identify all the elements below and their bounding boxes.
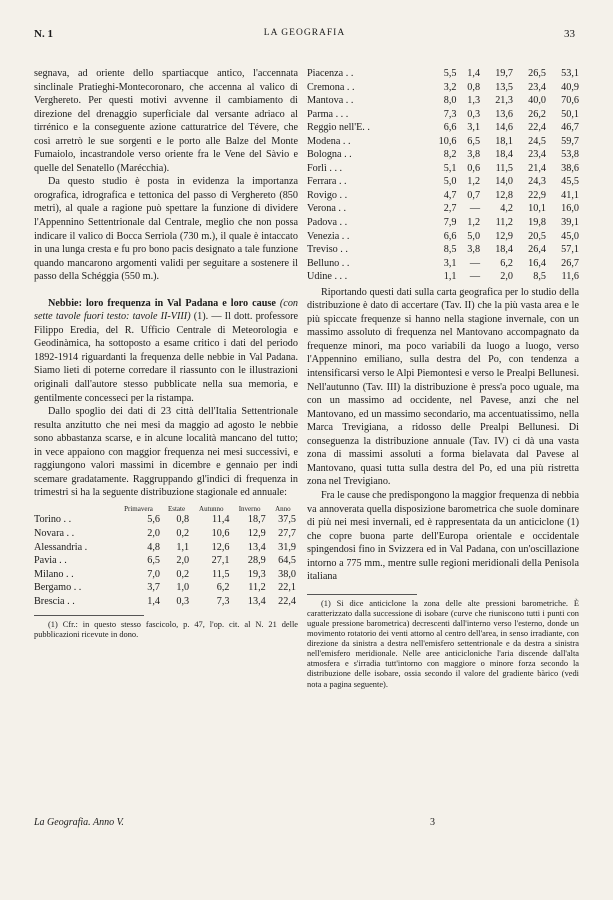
city-name: Padova . .: [307, 217, 348, 229]
frequency-value: 3,1: [443, 257, 457, 269]
frequency-value: 3,8: [467, 149, 481, 161]
frequency-value: 38,6: [561, 162, 579, 174]
table-row: [307, 94, 579, 108]
frequency-value: 24,5: [528, 135, 546, 147]
frequency-value: 14,6: [495, 122, 514, 134]
frequency-value: 7,3: [443, 108, 457, 120]
frequency-value: 22,9: [528, 189, 546, 201]
frequency-value: 11,2: [248, 582, 266, 594]
frequency-value: 13,4: [247, 541, 266, 553]
frequency-value: 13,6: [495, 108, 514, 120]
city-name: Udine . . .: [307, 271, 348, 283]
frequency-value: 8,2: [443, 149, 457, 161]
table-row: [34, 581, 298, 595]
frequency-value: —: [469, 257, 481, 269]
frequency-value: 70,6: [561, 95, 579, 107]
frequency-value: 8,0: [443, 95, 457, 107]
frequency-value: 27,7: [278, 528, 296, 539]
frequency-value: 6,5: [467, 135, 481, 147]
paragraph-distribuzione: Riportando questi dati sulla carta geografica per lo studio della distribuzione è dato di accertare (Tav. II) che la più vasta area e le più spiccate frequenze si hanno nella stagione invernale, con un massimo assoluto di frequenza nel Mantovano accompagnato da frequenze minori, ma poco variabili da luogo a luogo, verso l'Appennino emiliano, sulla destra del Po, con tendenza a intensificarsi verso le Alpi Piemontesi e verso le Prealpi Bellunesi. Nell'autunno (Tav. III) la distribuzione è press'a poco uguale, ma con un massimo ad occidente, nel Pavese, anzi che nel Mantovano, ed un massimo secondario, ma accentuatissimo, nella Marca Trevigiana, a ridosso delle Prealpi Bellunesi. Di conseguenza la distribuzione annuale (Tav. IV) ci dà una vasta zona di massimi assoluti a forma bielavata dal Pavese al Mantovano, quasi tutta sulla destra del Po, ed una più ristretta zona nel Trevigiano.: [307, 286, 579, 488]
frequency-value: 8,5: [443, 244, 457, 256]
table-row: [34, 527, 298, 541]
city-name: Torino . .: [34, 514, 72, 526]
city-name: Rovigo . .: [307, 189, 348, 201]
frequency-value: 0,3: [176, 595, 190, 607]
table-row: [307, 230, 579, 244]
frequency-value: 1,0: [176, 582, 190, 594]
table-row: [307, 216, 579, 230]
city-name: Pavia . .: [34, 555, 67, 567]
frequency-value: 6,6: [443, 230, 457, 242]
frequency-value: 21,4: [528, 162, 546, 174]
table-row: [307, 257, 579, 271]
table-row: [34, 554, 298, 568]
frequency-value: 14,0: [495, 176, 514, 188]
frequency-value: 0,6: [467, 162, 481, 174]
frequency-value: 5,5: [443, 68, 457, 79]
city-name: Treviso . .: [307, 244, 348, 256]
paragraph-cause: Fra le cause che predispongono la maggior frequenza di nebbia va annoverata quella disposizione barometrica che suole dominare di più nei mesi invernali, ed è rappresentata da un anticiclone (1) che copre buona parte dell'Europa orientale e occidentale spingendosi fino in Svizzera ed in Val Padana, con un'oscillazione intorno a 775 mm., mentre sulle regioni meridionali della Penisola italiana: [307, 489, 579, 583]
frequency-value: 4,2: [500, 203, 514, 215]
frequency-value: 19,3: [247, 568, 266, 580]
city-name: Bologna . .: [307, 149, 352, 161]
table-row: [307, 175, 579, 189]
frequency-value: 37,5: [278, 514, 296, 526]
column-header: Anno: [275, 504, 291, 513]
city-name: Cremona . .: [307, 81, 355, 93]
frequency-value: 5,6: [147, 514, 160, 526]
city-name: Bergamo . .: [34, 582, 82, 594]
frequency-value: 50,1: [561, 108, 579, 120]
city-name: Brescia . .: [34, 595, 75, 607]
city-name: Ferrara . .: [307, 176, 347, 188]
frequency-value: 0,8: [467, 81, 481, 93]
frequency-value: 45,0: [561, 230, 579, 242]
page-header: [34, 28, 575, 42]
frequency-value: 26,5: [528, 68, 546, 79]
frequency-value: 45,5: [561, 176, 579, 188]
frequency-value: 19,8: [528, 217, 546, 229]
table-row: [307, 243, 579, 257]
frequency-value: 28,9: [247, 555, 266, 567]
frequency-value: 7,0: [147, 568, 160, 580]
city-name: Belluno . .: [307, 257, 350, 269]
table-row: [34, 513, 298, 527]
frequency-value: 4,7: [443, 189, 457, 201]
frequency-value: 1,1: [176, 541, 190, 553]
left-column: [34, 67, 298, 640]
frequency-value: 0,2: [176, 568, 190, 580]
frequency-value: 11,2: [495, 217, 514, 229]
column-header: Inverno: [238, 504, 261, 513]
frequency-value: 7,3: [216, 595, 230, 607]
frequency-value: 11,4: [212, 514, 230, 526]
frequency-value: 11,5: [495, 162, 514, 174]
frequency-value: 12,8: [495, 189, 514, 201]
frequency-value: 12,6: [211, 541, 230, 553]
frequency-value: 21,3: [495, 95, 514, 107]
journal-footer: La Geografia. Anno V.: [34, 817, 124, 828]
city-name: Modena . .: [307, 135, 351, 147]
frequency-value: 10,6: [438, 135, 457, 147]
frequency-value: 12,9: [247, 528, 266, 539]
frequency-value: 7,9: [443, 217, 457, 229]
frequency-value: 8,5: [533, 271, 546, 283]
frequency-value: 53,1: [561, 68, 579, 79]
frequency-value: 4,8: [147, 541, 160, 553]
frequency-value: 1,1: [443, 271, 457, 283]
table-row: [307, 121, 579, 135]
frequency-value: 26,7: [561, 257, 579, 269]
paragraph-nebbie: [34, 297, 298, 405]
column-header: Estate: [167, 504, 186, 513]
fog-frequency-table-right: [307, 67, 579, 284]
frequency-value: 0,2: [176, 528, 190, 539]
frequency-value: 3,1: [467, 122, 481, 134]
frequency-value: 1,2: [467, 217, 481, 229]
frequency-value: 11,5: [212, 568, 230, 580]
frequency-value: 22,1: [278, 582, 296, 594]
paragraph-spartiacque: segnava, ad oriente dello spartiacque antico, l'accennata sinclinale Pratieghi-Montecoronaro, che accenna al valico di Verghereto. Per questi motivi avvenne il cambiamento di direzione del drenaggio superficiale dal versante adriaco al tirrénico e la conseguente azione catturatrice del Tévere, che così arretrò le sue sorgenti e le porto alle Balze del Monte Fumaiolo, incastrandole verso oriente fra le Vene del Sàvio e quelle del Senatello (Marécchia).: [34, 68, 298, 174]
frequency-value: 18,1: [495, 135, 514, 147]
city-name: Mantova . .: [307, 95, 354, 107]
frequency-value: 13,4: [247, 595, 266, 607]
frequency-value: 46,7: [561, 122, 579, 134]
column-header: Primavera: [124, 504, 153, 513]
frequency-value: 23,4: [528, 149, 546, 161]
city-name: Piacenza . .: [307, 68, 354, 79]
frequency-value: 27,1: [211, 555, 230, 567]
footnote-divider: [34, 615, 144, 616]
frequency-value: 26,4: [528, 244, 546, 256]
footnote-left: (1) Cfr.: in questo stesso fascicolo, p. 47, l'op. cit. al N. 21 delle pubblicazioni ricevute in dono.: [34, 620, 298, 640]
frequency-value: 13,5: [495, 81, 514, 93]
frequency-value: 41,1: [561, 189, 579, 201]
frequency-value: 0,7: [467, 189, 481, 201]
frequency-value: 16,0: [561, 203, 579, 215]
frequency-value: 20,5: [528, 230, 546, 242]
column-header: [34, 505, 115, 514]
frequency-value: 1,3: [467, 95, 481, 107]
table-row: [307, 270, 579, 284]
frequency-value: 6,5: [147, 555, 160, 567]
table-row: [34, 541, 298, 555]
frequency-value: 40,9: [561, 81, 579, 93]
frequency-value: 1,4: [467, 68, 481, 79]
frequency-value: 2,0: [176, 555, 190, 567]
frequency-value: 22,4: [528, 122, 546, 134]
city-name: Reggio nell'E. .: [307, 122, 370, 134]
frequency-value: 1,4: [147, 595, 160, 607]
city-name: Milano . .: [34, 568, 74, 580]
frequency-value: 18,4: [495, 244, 514, 256]
frequency-value: 22,4: [278, 595, 296, 607]
signature-number: 3: [430, 817, 435, 828]
frequency-value: 39,1: [561, 217, 579, 229]
table-row: [307, 162, 579, 176]
paragraph-spoglio: Dallo spoglio dei dati di 23 città dell'Italia Settentrionale resulta anzitutto che nei mesi da maggio ad agosto le nebbie sono abbastanza scarse, e in alcune località mancano del tutto; in vece appaiono con maggior frequenza nei mesi successivi, e raggiungono valori massimi in dicembre e gennaio per indi scemare gradatamente. Raggruppando gl'indici di frequenza in trimestri si ha la seguente distribuzione stagionale ed annuale:: [34, 406, 298, 499]
footnote-divider-right: [307, 594, 417, 595]
frequency-value: 5,0: [443, 176, 457, 188]
city-name: Alessandria .: [34, 541, 88, 553]
page-number-top: 33: [564, 28, 575, 40]
city-name: Parma . . .: [307, 108, 349, 120]
paragraph-nebbie-text: (1). — Il dott. professore Filippo Eredia, del R. Ufficio Centrale di Meteorologia e Geodinàmica, ha sottoposto a esame critico i dati del periodo 1892-1914 riguardanti la frequenza delle nebbie in Val Padana. Siamo lieti di poterne corredare il riassunto con le illustrazioni originali dall'autore stesso pubblicate nella sua memoria, e gentilmente concesseci per la ristampa.: [34, 311, 299, 404]
frequency-value: —: [469, 271, 481, 283]
table-row: [307, 148, 579, 162]
frequency-value: 11,6: [561, 271, 579, 283]
frequency-value: 38,0: [278, 568, 296, 580]
frequency-value: 2,0: [147, 528, 160, 539]
table-row: [307, 202, 579, 216]
frequency-value: 24,3: [528, 176, 546, 188]
frequency-value: 12,9: [495, 230, 514, 242]
frequency-value: 0,8: [176, 514, 190, 526]
frequency-value: 1,2: [467, 176, 481, 188]
frequency-value: 3,2: [443, 81, 457, 93]
running-title: LA GEOGRAFIA: [263, 28, 346, 38]
column-header: Autunno: [199, 504, 224, 513]
frequency-value: 5,0: [467, 230, 481, 242]
table-header-row: [34, 505, 298, 514]
city-name: Venezia . .: [307, 230, 350, 242]
paragraph-verghereto: Da questo studio è posta in evidenza la importanza orografica, idrografica e tettonica del passo di Verghereto (850 metri), al quale a ragione può spettare la funzione di dividere l'Appennino Settentrionale dal Centrale, meglio che non possa indicare il valico di Bocca Serriola (730 m.), il quale è intaccato in una lunga cresta e fu pro bono pacis designato a tale funzione quando mancarono argomenti validi per seguitare a sostenere il passo della Schéggia (550 m.).: [34, 176, 298, 283]
right-column: [307, 67, 579, 690]
frequency-value: 16,4: [528, 257, 546, 269]
frequency-value: 2,7: [443, 203, 457, 215]
frequency-value: 23,4: [528, 81, 546, 93]
table-row: [307, 67, 579, 81]
table-row: [34, 595, 298, 609]
table-row: [307, 108, 579, 122]
issue-number: N. 1: [34, 28, 53, 40]
fog-frequency-table-left: [34, 505, 298, 608]
table-row: [307, 81, 579, 95]
frequency-value: 6,2: [216, 582, 230, 594]
frequency-value: 10,6: [211, 528, 230, 539]
footnote-anticiclone: (1) Si dice anticiclone la zona delle alte pressioni barometriche. È caratterizzato dalla successione di isobare (curve che riuniscono tutti i punti con uguale pressione barometrica) decrescenti dall'interno verso l'esterno, donde un movimento rotatorio dei venti attorno al centro dell'area, in senso irradiante, con direzione da sinistra a destra nell'emisfero settentrionale e da destra a sinistra nell'emisfero meridionale. Nelle aree anticicloniche l'aria discende dall'alta atmosfera e s'irradia tutt'intorno con maggiore o minore forza secondo la distribuzione delle isobare, ossia secondo il valore del gradiente bàrico (vedi nota a pagina seguente).: [307, 598, 579, 689]
frequency-value: 5,1: [443, 162, 457, 174]
frequency-value: 6,2: [500, 257, 514, 269]
section-subtitle: (con sette tavole fuori testo: tavole II-VIII): [34, 297, 299, 323]
frequency-value: 0,3: [467, 108, 481, 120]
frequency-value: 6,6: [443, 122, 457, 134]
frequency-value: 64,5: [278, 555, 296, 567]
frequency-value: 3,7: [147, 582, 160, 594]
frequency-value: 26,2: [528, 108, 546, 120]
frequency-value: —: [469, 203, 481, 215]
section-title-nebbie: Nebbie: loro frequenza in Val Padana e loro cause: [48, 297, 276, 309]
frequency-value: 18,7: [247, 514, 266, 526]
table-row: [307, 135, 579, 149]
city-name: Novara . .: [34, 528, 75, 539]
frequency-value: 18,4: [495, 149, 514, 161]
frequency-value: 57,1: [561, 244, 579, 256]
frequency-value: 2,0: [500, 271, 514, 283]
frequency-value: 31,9: [278, 541, 296, 553]
city-name: Verona . .: [307, 203, 347, 215]
frequency-value: 10,1: [528, 203, 546, 215]
table-row: [34, 568, 298, 582]
frequency-value: 53,8: [561, 149, 579, 161]
frequency-value: 40,0: [528, 95, 546, 107]
city-name: Forlì . . .: [307, 162, 343, 174]
frequency-value: 59,7: [561, 135, 579, 147]
table-row: [307, 189, 579, 203]
frequency-value: 19,7: [495, 68, 514, 79]
frequency-value: 3,8: [467, 244, 481, 256]
